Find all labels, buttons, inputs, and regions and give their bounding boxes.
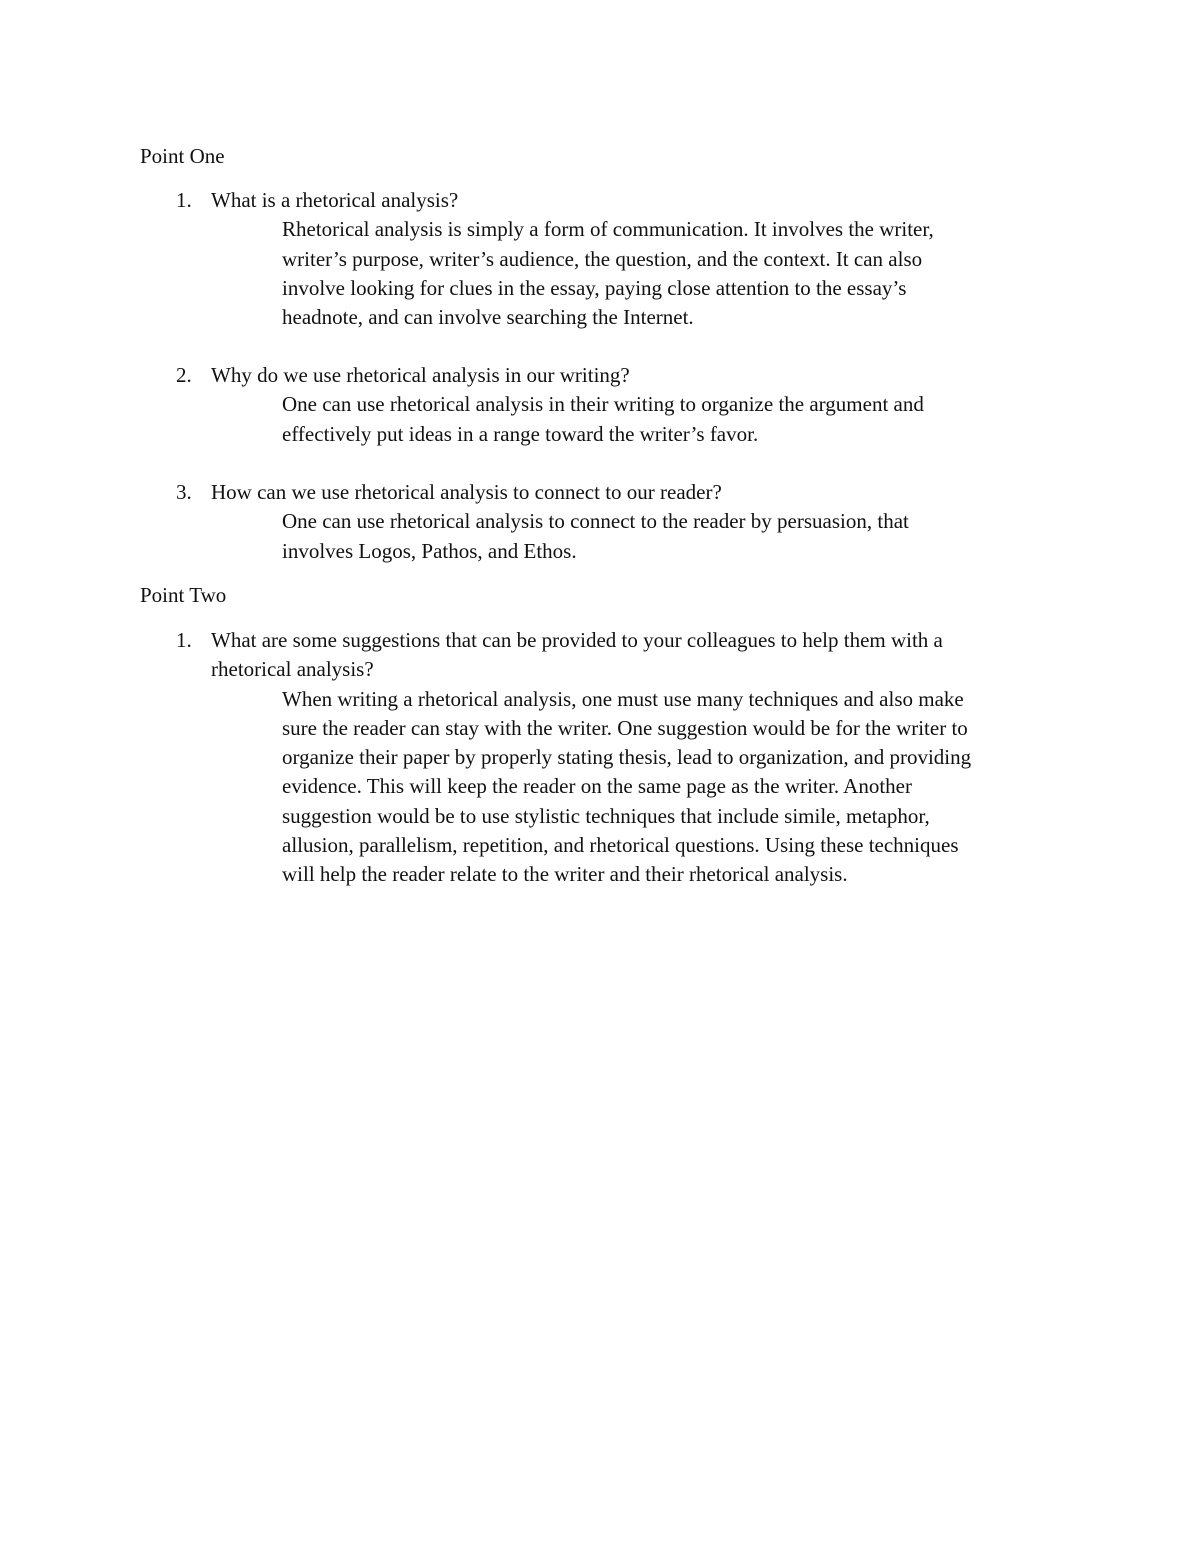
- answer-line: One can use rhetorical analysis in their writing to organize the argument and: [282, 392, 924, 417]
- question-number: 1.: [176, 628, 192, 652]
- question-text: [211, 361, 1061, 390]
- answer-text: [282, 390, 1072, 449]
- section-heading-point-one: Point One: [140, 144, 225, 168]
- answer-line: will help the reader relate to the writer and their rhetorical analysis.: [282, 862, 848, 887]
- answer-text: [282, 507, 1072, 566]
- question-number: 3.: [176, 480, 192, 504]
- question-line: What are some suggestions that can be provided to your colleagues to help them with a: [211, 628, 943, 652]
- answer-text: [282, 685, 1072, 890]
- answer-line: When writing a rhetorical analysis, one must use many techniques and also make: [282, 686, 964, 711]
- answer-line: Rhetorical analysis is simply a form of communication. It involves the writer,: [282, 217, 934, 242]
- section-heading-point-two: Point Two: [140, 583, 227, 607]
- question-number: 1.: [176, 188, 192, 212]
- answer-line: involve looking for clues in the essay, paying close attention to the essay’s: [282, 275, 907, 300]
- answer-line: headnote, and can involve searching the Internet.: [282, 305, 694, 330]
- question-text: [211, 186, 1061, 215]
- question-line: rhetorical analysis?: [211, 657, 374, 682]
- answer-line: writer’s purpose, writer’s audience, the question, and the context. It can also: [282, 246, 923, 271]
- answer-line: allusion, parallelism, repetition, and rhetorical questions. Using these techniques: [282, 833, 959, 858]
- question-line: Why do we use rhetorical analysis in our writing?: [211, 363, 630, 387]
- question-text: [211, 626, 1061, 685]
- question-text: [211, 478, 1061, 507]
- answer-line: sure the reader can stay with the writer. One suggestion would be for the writer to: [282, 715, 968, 740]
- question-line: What is a rhetorical analysis?: [211, 188, 459, 212]
- answer-line: suggestion would be to use stylistic techniques that include simile, metaphor,: [282, 803, 930, 828]
- answer-line: One can use rhetorical analysis to connect to the reader by persuasion, that: [282, 509, 909, 534]
- answer-line: evidence. This will keep the reader on the same page as the writer. Another: [282, 774, 912, 799]
- answer-text: [282, 215, 1072, 332]
- answer-line: effectively put ideas in a range toward the writer’s favor.: [282, 421, 759, 446]
- answer-line: involves Logos, Pathos, and Ethos.: [282, 538, 577, 563]
- answer-line: organize their paper by properly stating thesis, lead to organization, and providing: [282, 745, 972, 770]
- question-number: 2.: [176, 363, 192, 387]
- question-line: How can we use rhetorical analysis to connect to our reader?: [211, 480, 722, 504]
